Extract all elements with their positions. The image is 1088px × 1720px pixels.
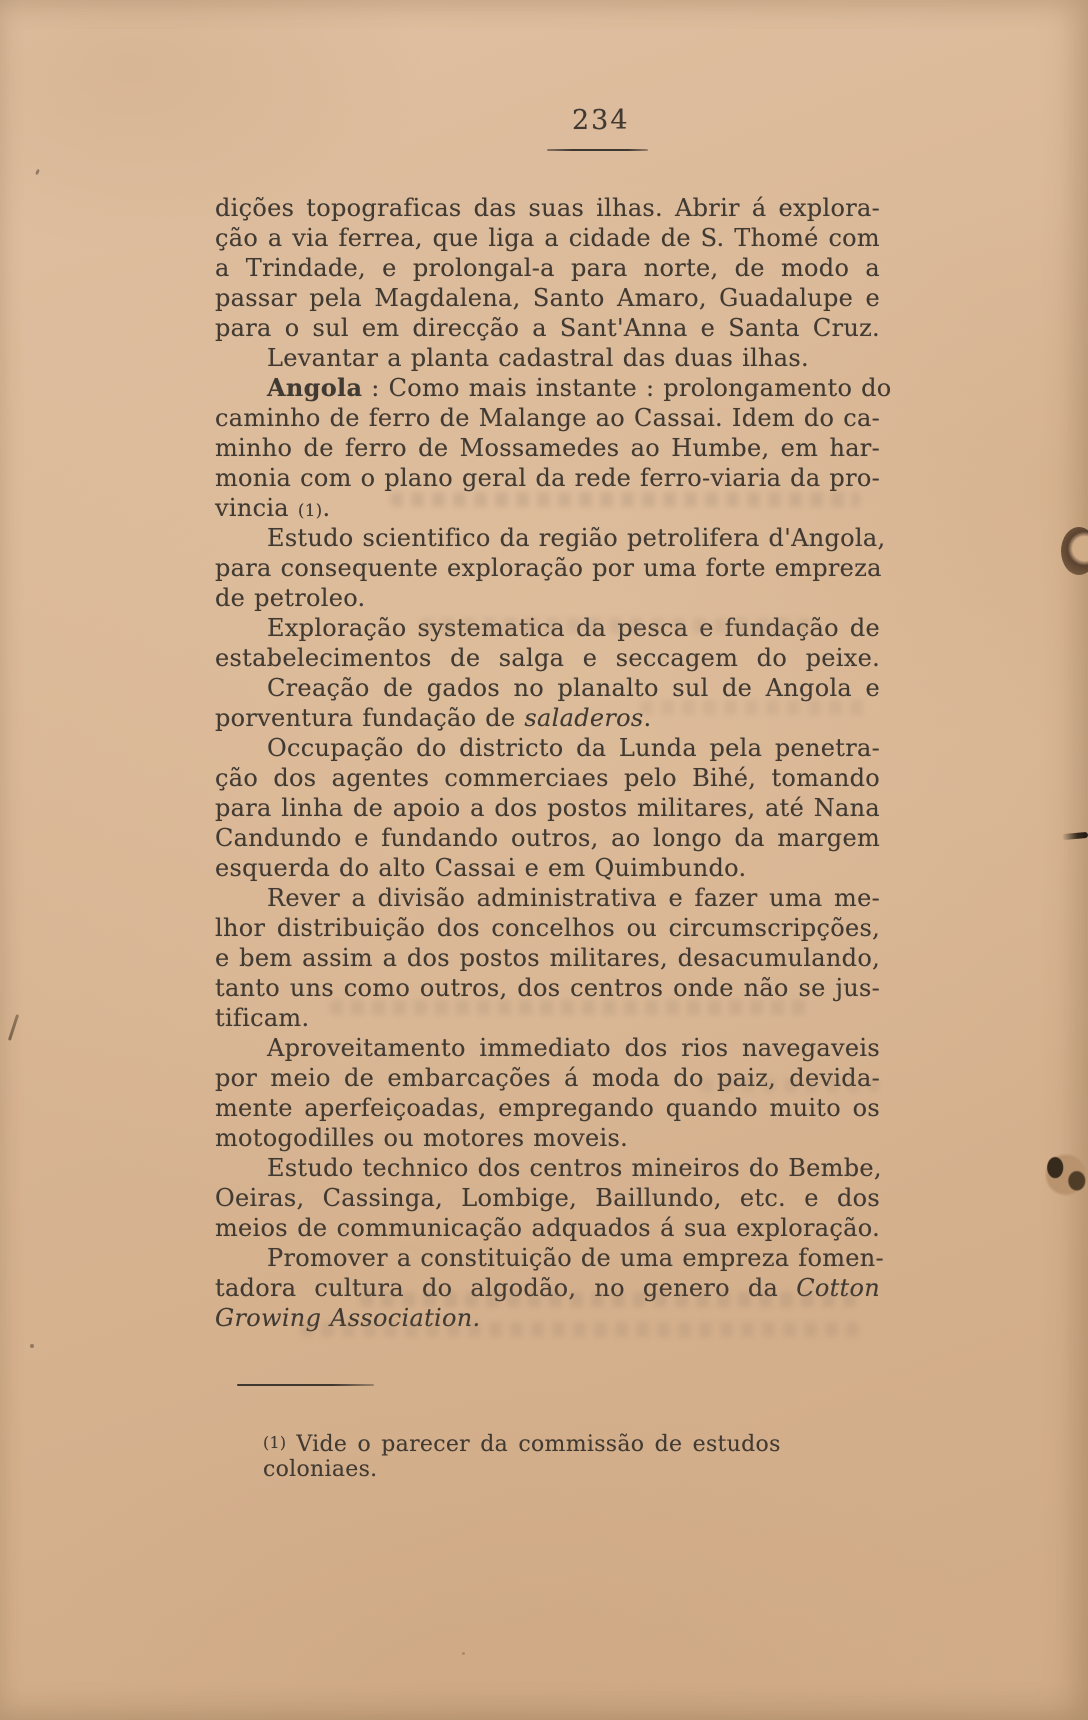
text-line	[215, 703, 880, 733]
text-line: tificam.	[215, 1004, 310, 1032]
text-line: passar pela Magdalena, Santo Amaro, Guadalupe e	[215, 284, 880, 312]
text-segment-marker: (1)	[297, 500, 323, 520]
text-line: estabelecimentos de salga e seccagem do peixe.	[215, 644, 880, 672]
paragraph	[215, 613, 880, 673]
text-line: e bem assim a dos postos militares, desacumulando,	[215, 944, 880, 972]
page-number-rule	[547, 149, 648, 151]
paragraph	[215, 733, 880, 883]
text-line: minho de ferro de Mossamedes ao Humbe, em har-	[215, 434, 880, 462]
page-number: 234	[572, 105, 630, 136]
text-line	[215, 493, 880, 523]
paragraph	[215, 673, 880, 733]
text-line: de petroleo.	[215, 584, 366, 612]
footnote-marker: (1)	[263, 1433, 287, 1452]
paper-speck	[462, 1652, 465, 1655]
text-line: mente aperfeiçoadas, empregando quando muito os	[215, 1094, 880, 1122]
text-segment: porventura fundação de	[215, 704, 525, 732]
text-line: Occupação do districto da Lunda pela penetra-	[267, 734, 880, 762]
paragraph	[215, 373, 892, 523]
right-edge-ink-spot	[1061, 527, 1088, 575]
text-line: monia com o plano geral da rede ferro-viaria da pro-	[215, 464, 880, 492]
text-line: tanto uns como outros, dos centros onde não se jus-	[215, 974, 880, 1002]
text-line	[215, 1273, 880, 1303]
paper-speck	[30, 1344, 34, 1348]
text-line: para linha de apoio a dos postos militares, até Nana	[215, 794, 880, 822]
text-line: para o sul em direcção a Sant'Anna e Santa Cruz.	[215, 314, 880, 342]
text-line: Candundo e fundando outros, ao longo da margem	[215, 824, 880, 852]
text-line: ção a via ferrea, que liga a cidade de S. Thomé com	[215, 224, 880, 252]
right-edge-ink-blot	[1036, 1146, 1088, 1206]
text-line: Estudo technico dos centros mineiros do Bembe,	[267, 1154, 882, 1182]
text-segment: .	[322, 494, 331, 522]
text-line: Oeiras, Cassinga, Lombige, Baillundo, etc. e dos	[215, 1184, 880, 1212]
paragraph	[215, 523, 886, 613]
text-segment: : Como mais instante : prolongamento do	[362, 374, 892, 402]
text-line: Aproveitamento immediato dos rios navegaveis	[267, 1034, 880, 1062]
text-line	[215, 1303, 880, 1333]
paragraph	[215, 193, 880, 343]
text-line: Exploração systematica da pesca e fundação de	[267, 614, 880, 642]
paper-speck	[35, 169, 40, 176]
text-segment: .	[643, 704, 652, 732]
text-line: por meio de embarcações á moda do paiz, devida-	[215, 1064, 880, 1092]
text-segment: vincia	[215, 494, 298, 522]
text-line: dições topograficas das suas ilhas. Abrir á explora-	[215, 194, 880, 222]
text-line: lhor distribuição dos concelhos ou circumscripções,	[215, 914, 880, 942]
paragraph	[215, 1153, 880, 1243]
text-line: para consequente exploração por uma forte empreza	[215, 554, 882, 582]
text-segment-bold: Angola	[267, 373, 363, 402]
footnote-text: Vide o parecer da commissão de estudos coloniaes.	[263, 1432, 781, 1482]
footnote-divider	[237, 1384, 374, 1386]
text-line: a Trindade, e prolongal-a para norte, de modo a	[215, 254, 880, 282]
text-line: ção dos agentes commerciaes pelo Bihé, tomando	[215, 764, 880, 792]
text-line: Promover a constituição de uma empreza fomen-	[267, 1244, 884, 1272]
text-line: Rever a divisão administrativa e fazer uma me-	[267, 884, 880, 912]
text-line: meios de communicação adquados á sua exploração.	[215, 1214, 880, 1242]
text-line: motogodilles ou motores moveis.	[215, 1124, 628, 1152]
text-line: esquerda do alto Cassai e em Quimbundo.	[215, 854, 747, 882]
paragraph	[215, 883, 880, 1033]
text-line	[215, 373, 892, 403]
right-edge-dash	[1062, 832, 1088, 840]
paragraph	[215, 1033, 880, 1153]
text-line: caminho de ferro de Malange ao Cassai. Idem do ca-	[215, 404, 880, 432]
paragraph	[215, 343, 880, 373]
footnote	[263, 1432, 883, 1482]
paragraph	[215, 1243, 884, 1333]
text-segment-italic: saladeros	[524, 704, 644, 732]
text-line: Estudo scientifico da região petrolifera d'Angola,	[267, 524, 886, 552]
text-segment-italic: Cotton	[796, 1274, 880, 1302]
text-line: Levantar a planta cadastral das duas ilhas.	[267, 344, 809, 372]
text-segment: tadora cultura do algodão, no genero da	[215, 1274, 797, 1302]
text-line: Creação de gados no planalto sul de Angola e	[267, 674, 880, 702]
body-text	[215, 193, 892, 1333]
text-segment-italic: Growing Association.	[215, 1304, 481, 1332]
left-margin-pen-stroke	[8, 1014, 19, 1041]
